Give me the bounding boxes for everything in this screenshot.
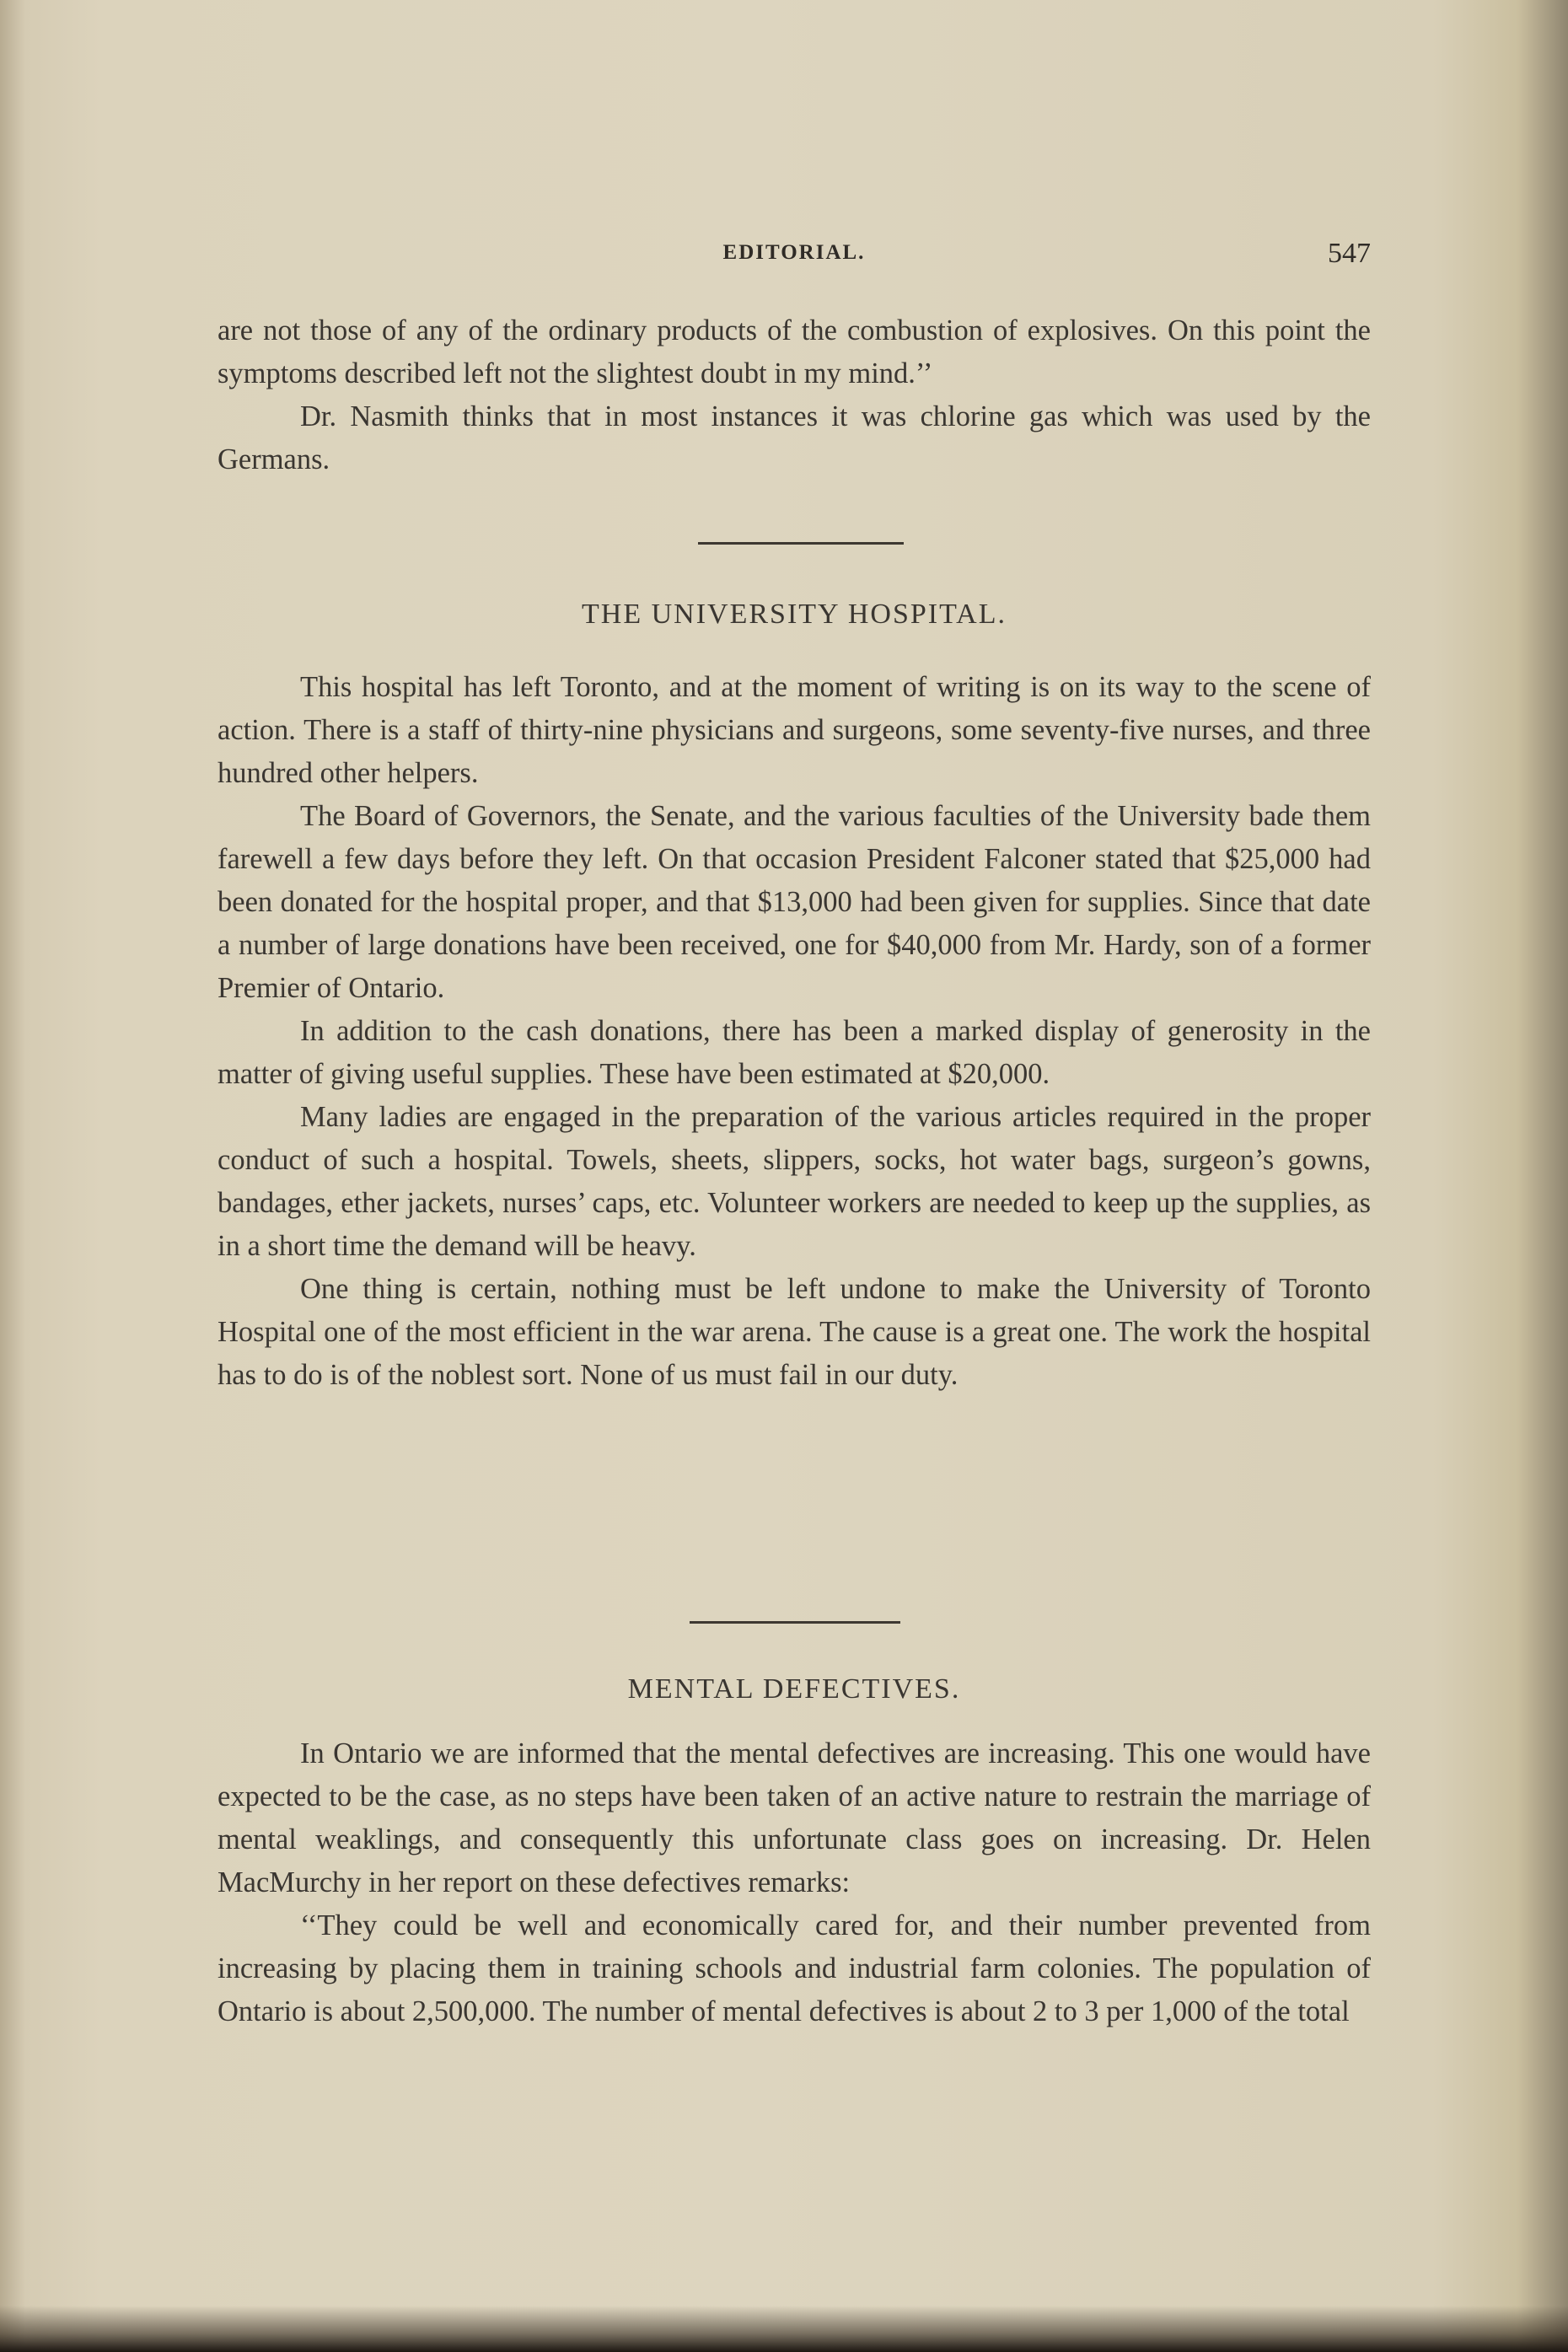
section-continuation [217, 309, 1371, 481]
section-university-hospital [217, 666, 1371, 1397]
heading-mental-defectives: MENTAL DEFECTIVES. [627, 1673, 961, 1705]
heading-university-hospital: THE UNIVERSITY HOSPITAL. [582, 599, 1007, 630]
paragraph: One thing is certain, nothing must be left undone to make the University of Toronto Hospital one of the most efficient in the war arena. The cause is a great one. The work the hospital has to do is of the noblest sort. None of us must fail in our duty. [217, 1273, 1371, 1391]
running-head [217, 238, 1371, 280]
paragraph: The Board of Governors, the Senate, and the various faculties of the University bade them farewell a few days before they left. On that occasion President Falconer stated that $25,000 had been donated for the hospital proper, and that $13,000 had been given for supplies. Since that date a number of large donations have been received, one for $40,000 from Mr. Hardy, son of a former Premier of Ontario. [217, 800, 1371, 1004]
section-divider [690, 1621, 900, 1624]
running-title: EDITORIAL. [722, 241, 866, 264]
page-number: 547 [1328, 238, 1371, 269]
paragraph: are not those of any of the ordinary products of the combustion of explosives. On this point the symptoms described left not the slightest doubt in my mind.’’ [217, 314, 1371, 389]
paragraph: ‘‘They could be well and economically cared for, and their number prevented from increasing by placing them in training schools and industrial farm colonies. The population of Ontario is about 2,500,000. The number of mental defectives is about 2 to 3 per 1,000 of the total [217, 1909, 1371, 2027]
paragraph: This hospital has left Toronto, and at the moment of writing is on its way to the scene of action. There is a staff of thirty-nine physicians and surgeons, some seventy-five nurses, and three hundred other helpers. [217, 671, 1371, 789]
paragraph: In addition to the cash donations, there has been a marked display of generosity in the matter of giving useful supplies. These have been estimated at $20,000. [217, 1015, 1371, 1090]
section-divider [698, 542, 904, 545]
paragraph: In Ontario we are informed that the mental defectives are increasing. This one would have expected to be the case, as no steps have been taken of an active nature to restrain the marriage of mental weaklings, and consequently this unfortunate class goes on increasing. Dr. Helen MacMurchy in her report on these defectives remarks: [217, 1737, 1371, 1898]
section-mental-defectives [217, 1732, 1371, 2033]
paragraph: Dr. Nasmith thinks that in most instances it was chlorine gas which was used by the Germans. [217, 400, 1371, 475]
paragraph: Many ladies are engaged in the preparation of the various articles required in the proper conduct of such a hospital. Towels, sheets, slippers, socks, hot water bags, surgeon’s gowns, bandages, ether jackets, nurses’ caps, etc. Volunteer workers are needed to keep up the supplies, as in a short time the demand will be heavy. [217, 1101, 1371, 1262]
